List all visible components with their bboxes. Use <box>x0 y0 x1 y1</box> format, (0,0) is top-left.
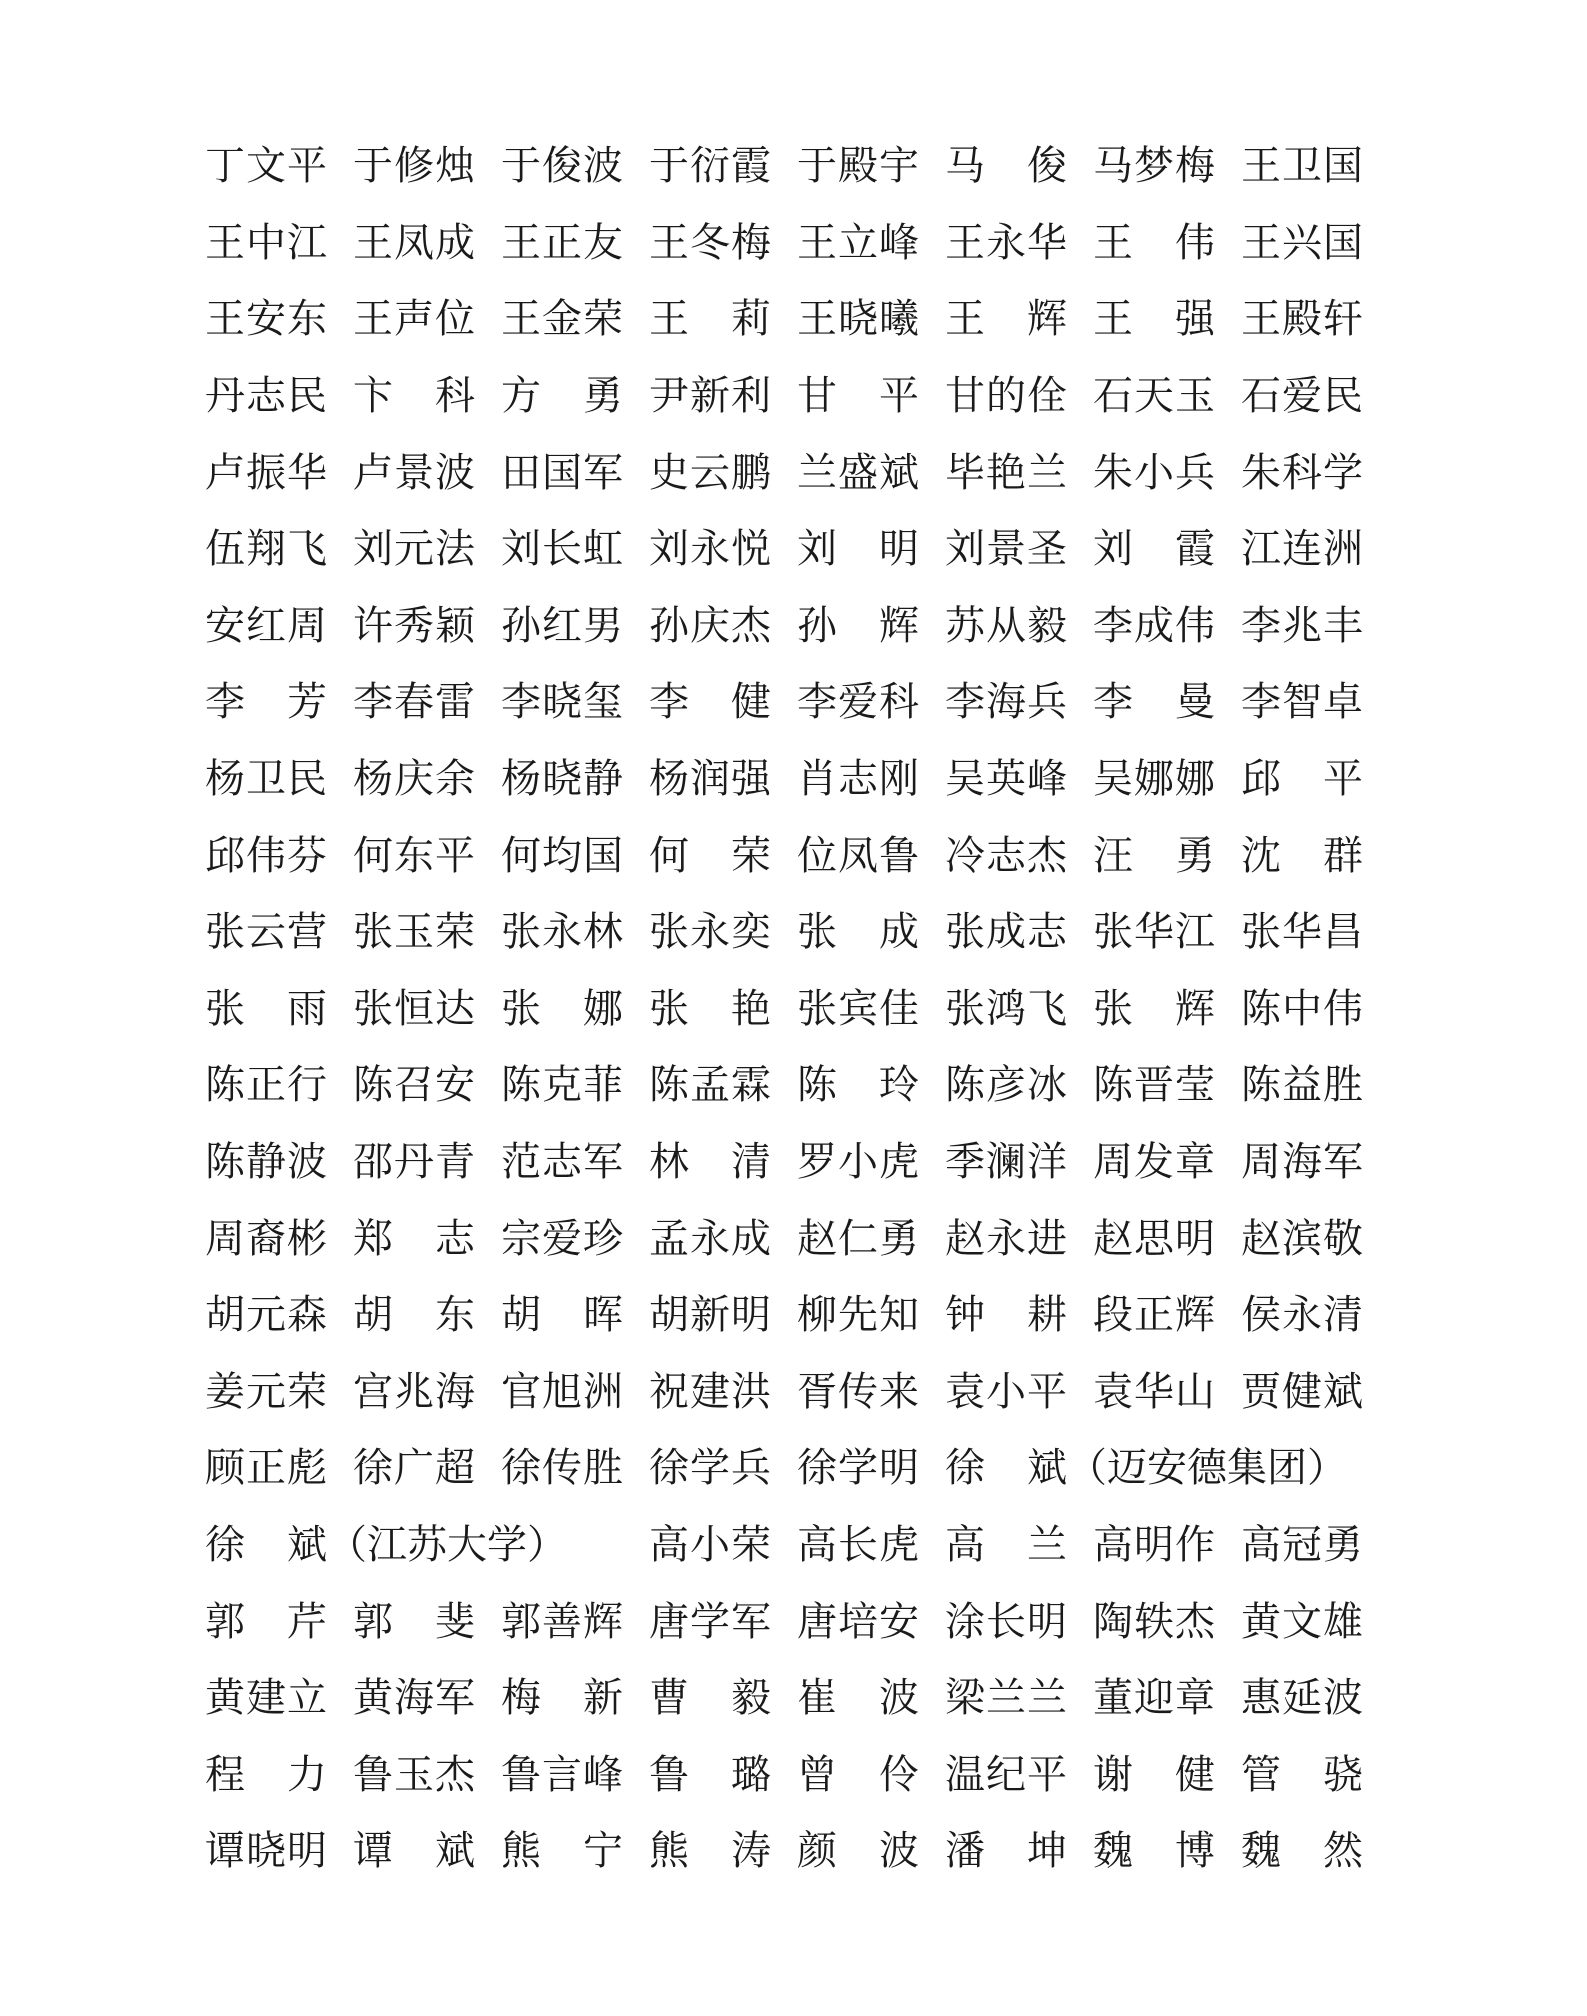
person-name: 孙 辉 <box>797 602 919 649</box>
person-name: 高 冠 勇 <box>1241 1521 1363 1568</box>
person-name: 谢 健 <box>1093 1751 1215 1798</box>
person-name: 宗 爱 珍 <box>501 1215 623 1262</box>
person-name: 张 娜 <box>501 985 623 1032</box>
person-name: 王 晓 曦 <box>797 296 919 343</box>
name-row <box>205 1354 1395 1431</box>
person-name: 卞 科 <box>353 373 475 420</box>
person-name: 何 均 国 <box>501 832 623 879</box>
person-name: 吴 英 峰 <box>945 756 1067 803</box>
person-name: 马 梦 梅 <box>1093 143 1215 190</box>
person-name: 于 修 烛 <box>353 143 475 190</box>
person-name: 钟 耕 <box>945 1292 1067 1339</box>
person-name: 孙 庆 杰 <box>649 602 771 649</box>
person-name: 李 曼 <box>1093 679 1215 726</box>
person-name: 于 衍 霞 <box>649 143 771 190</box>
person-name: 卢 振 华 <box>205 449 327 496</box>
name-row <box>205 1507 1395 1584</box>
person-name: 魏 博 <box>1093 1828 1215 1875</box>
person-name: 张 永 林 <box>501 909 623 956</box>
person-name: 何 荣 <box>649 832 771 879</box>
person-name: 张 永 奕 <box>649 909 771 956</box>
person-name: 赵 仁 勇 <box>797 1215 919 1262</box>
person-name: 杨 晓 静 <box>501 756 623 803</box>
person-name: 黄 海 军 <box>353 1675 475 1722</box>
person-name: 王 卫 国 <box>1241 143 1363 190</box>
name-row <box>205 817 1395 894</box>
person-name: 颜 波 <box>797 1828 919 1875</box>
person-name: 徐 学 明 <box>797 1445 919 1492</box>
person-name: 刘 明 <box>797 526 919 573</box>
person-name: 杨 润 强 <box>649 756 771 803</box>
person-name: 张 成 <box>797 909 919 956</box>
person-name: 伍 翔 飞 <box>205 526 327 573</box>
person-name: 肖 志 刚 <box>797 756 919 803</box>
person-name: 毕 艳 兰 <box>945 449 1067 496</box>
person-name: 陈 中 伟 <box>1241 985 1363 1032</box>
person-name: 王 声 位 <box>353 296 475 343</box>
name-row <box>205 1430 1395 1507</box>
name-row <box>205 358 1395 435</box>
name-row <box>205 588 1395 665</box>
person-name: 张 云 营 <box>205 909 327 956</box>
person-name: 胡 晖 <box>501 1292 623 1339</box>
person-name: 高 明 作 <box>1093 1521 1215 1568</box>
person-name: 潘 坤 <box>945 1828 1067 1875</box>
person-name: 鲁 玉 杰 <box>353 1751 475 1798</box>
person-name: 罗 小 虎 <box>797 1139 919 1186</box>
person-name: 孙 红 男 <box>501 602 623 649</box>
person-name: 郭 善 辉 <box>501 1598 623 1645</box>
person-name: 陈 晋 莹 <box>1093 1062 1215 1109</box>
person-name: 甘 的 佺 <box>945 373 1067 420</box>
person-name: 杨 庆 余 <box>353 756 475 803</box>
person-name: 柳 先 知 <box>797 1292 919 1339</box>
person-name: 陈 召 安 <box>353 1062 475 1109</box>
person-name: 许 秀 颖 <box>353 602 475 649</box>
person-name: 鲁 璐 <box>649 1751 771 1798</box>
person-name: 程 力 <box>205 1751 327 1798</box>
person-name: 崔 波 <box>797 1675 919 1722</box>
name-row <box>205 1583 1395 1660</box>
person-name: 李 兆 丰 <box>1241 602 1363 649</box>
person-name: 张 鸿 飞 <box>945 985 1067 1032</box>
person-name: 胡 东 <box>353 1292 475 1339</box>
person-name: 位 凤 鲁 <box>797 832 919 879</box>
person-name: 姜 元 荣 <box>205 1368 327 1415</box>
person-name: 王 辉 <box>945 296 1067 343</box>
person-name: 黄 文 雄 <box>1241 1598 1363 1645</box>
person-name: 王 莉 <box>649 296 771 343</box>
person-name: 周 发 章 <box>1093 1139 1215 1186</box>
person-name: 陈 玲 <box>797 1062 919 1109</box>
person-name: 梅 新 <box>501 1675 623 1722</box>
name-row <box>205 664 1395 741</box>
person-name: 石 爱 民 <box>1241 373 1363 420</box>
person-name: 熊 涛 <box>649 1828 771 1875</box>
person-name: 徐 学 兵 <box>649 1445 771 1492</box>
person-name: 徐 传 胜 <box>501 1445 623 1492</box>
person-name: 丹 志 民 <box>205 373 327 420</box>
person-name: 陈 孟 霖 <box>649 1062 771 1109</box>
name-list <box>205 128 1395 1890</box>
name-row <box>205 1813 1395 1890</box>
person-name: 郑 志 <box>353 1215 475 1262</box>
person-name: 张 恒 达 <box>353 985 475 1032</box>
person-name: 熊 宁 <box>501 1828 623 1875</box>
person-name: 高 小 荣 <box>649 1521 771 1568</box>
person-name: 尹 新 利 <box>649 373 771 420</box>
person-name: 李 健 <box>649 679 771 726</box>
person-name: 郭 斐 <box>353 1598 475 1645</box>
person-name: 张 雨 <box>205 985 327 1032</box>
person-name: 谭 斌 <box>353 1828 475 1875</box>
person-name: 邱 伟 芬 <box>205 832 327 879</box>
person-name: 黄 建 立 <box>205 1675 327 1722</box>
person-name: 孟 永 成 <box>649 1215 771 1262</box>
person-name: 于 殿 宇 <box>797 143 919 190</box>
person-name: 田 国 军 <box>501 449 623 496</box>
person-name: 惠 延 波 <box>1241 1675 1363 1722</box>
name-row <box>205 1047 1395 1124</box>
person-name: 刘 景 圣 <box>945 526 1067 573</box>
person-name: 甘 平 <box>797 373 919 420</box>
person-name: 王 金 荣 <box>501 296 623 343</box>
name-row <box>205 511 1395 588</box>
person-name: 苏 从 毅 <box>945 602 1067 649</box>
person-name: 王 兴 国 <box>1241 219 1363 266</box>
person-name: 赵 思 明 <box>1093 1215 1215 1262</box>
person-name: 何 东 平 <box>353 832 475 879</box>
name-row <box>205 205 1395 282</box>
person-name: 冷 志 杰 <box>945 832 1067 879</box>
person-name: 官 旭 洲 <box>501 1368 623 1415</box>
person-name: 徐 广 超 <box>353 1445 475 1492</box>
person-name: 顾 正 彪 <box>205 1445 327 1492</box>
person-name: 王 正 友 <box>501 219 623 266</box>
person-name: 曾 伶 <box>797 1751 919 1798</box>
person-name: 汪 勇 <box>1093 832 1215 879</box>
person-name: 张 玉 荣 <box>353 909 475 956</box>
person-name: 沈 群 <box>1241 832 1363 879</box>
person-name: 赵 永 进 <box>945 1215 1067 1262</box>
person-name: 王 凤 成 <box>353 219 475 266</box>
person-name: 卢 景 波 <box>353 449 475 496</box>
person-name: 李 芳 <box>205 679 327 726</box>
person-name: 高 兰 <box>945 1521 1067 1568</box>
person-name: 李 春 雷 <box>353 679 475 726</box>
person-name: 胡 新 明 <box>649 1292 771 1339</box>
person-name: 马 俊 <box>945 143 1067 190</box>
person-name: 王 永 华 <box>945 219 1067 266</box>
person-name: 管 骁 <box>1241 1751 1363 1798</box>
person-name: 范 志 军 <box>501 1139 623 1186</box>
person-name: 涂 长 明 <box>945 1598 1067 1645</box>
person-name: 史 云 鹏 <box>649 449 771 496</box>
person-name: 唐 培 安 <box>797 1598 919 1645</box>
person-name: 高 长 虎 <box>797 1521 919 1568</box>
person-name: 李 智 卓 <box>1241 679 1363 726</box>
person-name: 刘 永 悦 <box>649 526 771 573</box>
person-name: 邱 平 <box>1241 756 1363 803</box>
person-name: 陈 静 波 <box>205 1139 327 1186</box>
person-name: 杨 卫 民 <box>205 756 327 803</box>
name-row <box>205 1200 1395 1277</box>
person-name: 季 澜 洋 <box>945 1139 1067 1186</box>
person-name: 陈 正 行 <box>205 1062 327 1109</box>
person-name: 贾 健 斌 <box>1241 1368 1363 1415</box>
name-row <box>205 1660 1395 1737</box>
person-name: 唐 学 军 <box>649 1598 771 1645</box>
person-name: 谭 晓 明 <box>205 1828 327 1875</box>
name-row <box>205 281 1395 358</box>
person-name: 侯 永 清 <box>1241 1292 1363 1339</box>
person-name: 朱 小 兵 <box>1093 449 1215 496</box>
person-name: 张 艳 <box>649 985 771 1032</box>
name-row <box>205 128 1395 205</box>
person-name: 石 天 玉 <box>1093 373 1215 420</box>
person-name: 周 海 军 <box>1241 1139 1363 1186</box>
person-name: 刘 长 虹 <box>501 526 623 573</box>
person-name: 朱 科 学 <box>1241 449 1363 496</box>
person-name: 陈 克 菲 <box>501 1062 623 1109</box>
name-row <box>205 971 1395 1048</box>
person-name: 张 华 昌 <box>1241 909 1363 956</box>
person-name: 陶 轶 杰 <box>1093 1598 1215 1645</box>
name-row <box>205 741 1395 818</box>
person-name: 胡 元 森 <box>205 1292 327 1339</box>
person-name: 邵 丹 青 <box>353 1139 475 1186</box>
person-name: 袁 小 平 <box>945 1368 1067 1415</box>
person-name: 陈 彦 冰 <box>945 1062 1067 1109</box>
person-name: 王 冬 梅 <box>649 219 771 266</box>
person-name: 于 俊 波 <box>501 143 623 190</box>
person-name: 方 勇 <box>501 373 623 420</box>
person-name: 李 晓 玺 <box>501 679 623 726</box>
person-name: 李 爱 科 <box>797 679 919 726</box>
person-name: 段 正 辉 <box>1093 1292 1215 1339</box>
person-name: 王 强 <box>1093 296 1215 343</box>
person-name: 李 海 兵 <box>945 679 1067 726</box>
person-name: 吴 娜 娜 <box>1093 756 1215 803</box>
person-name: 董 迎 章 <box>1093 1675 1215 1722</box>
person-name: 周 裔 彬 <box>205 1215 327 1262</box>
person-name: 张 宾 佳 <box>797 985 919 1032</box>
person-name: 鲁 言 峰 <box>501 1751 623 1798</box>
person-name: 兰 盛 斌 <box>797 449 919 496</box>
person-name: 张 成 志 <box>945 909 1067 956</box>
person-name: 刘 元 法 <box>353 526 475 573</box>
person-name: 徐 斌 （迈安德集团） <box>945 1445 1347 1492</box>
person-name: 陈 益 胜 <box>1241 1062 1363 1109</box>
person-name: 安 红 周 <box>205 602 327 649</box>
person-name: 王 殿 轩 <box>1241 296 1363 343</box>
name-row <box>205 894 1395 971</box>
person-name: 刘 霞 <box>1093 526 1215 573</box>
person-name: 梁 兰 兰 <box>945 1675 1067 1722</box>
name-row <box>205 1277 1395 1354</box>
person-name: 胥 传 来 <box>797 1368 919 1415</box>
person-name: 林 清 <box>649 1139 771 1186</box>
person-name: 张 辉 <box>1093 985 1215 1032</box>
person-name: 曹 毅 <box>649 1675 771 1722</box>
name-row <box>205 1124 1395 1201</box>
person-name: 温 纪 平 <box>945 1751 1067 1798</box>
name-row <box>205 434 1395 511</box>
person-name: 魏 然 <box>1241 1828 1363 1875</box>
person-name: 袁 华 山 <box>1093 1368 1215 1415</box>
person-name: 王 立 峰 <box>797 219 919 266</box>
person-name: 张 华 江 <box>1093 909 1215 956</box>
person-name: 丁 文 平 <box>205 143 327 190</box>
person-name: 李 成 伟 <box>1093 602 1215 649</box>
person-name: 王 中 江 <box>205 219 327 266</box>
person-name: 祝 建 洪 <box>649 1368 771 1415</box>
name-row <box>205 1736 1395 1813</box>
person-name: 赵 滨 敬 <box>1241 1215 1363 1262</box>
person-name: 王 安 东 <box>205 296 327 343</box>
person-name: 徐 斌 （江苏大学） <box>205 1521 567 1568</box>
person-name: 宫 兆 海 <box>353 1368 475 1415</box>
person-name: 王 伟 <box>1093 219 1215 266</box>
person-name: 郭 芹 <box>205 1598 327 1645</box>
person-name: 江 连 洲 <box>1241 526 1363 573</box>
